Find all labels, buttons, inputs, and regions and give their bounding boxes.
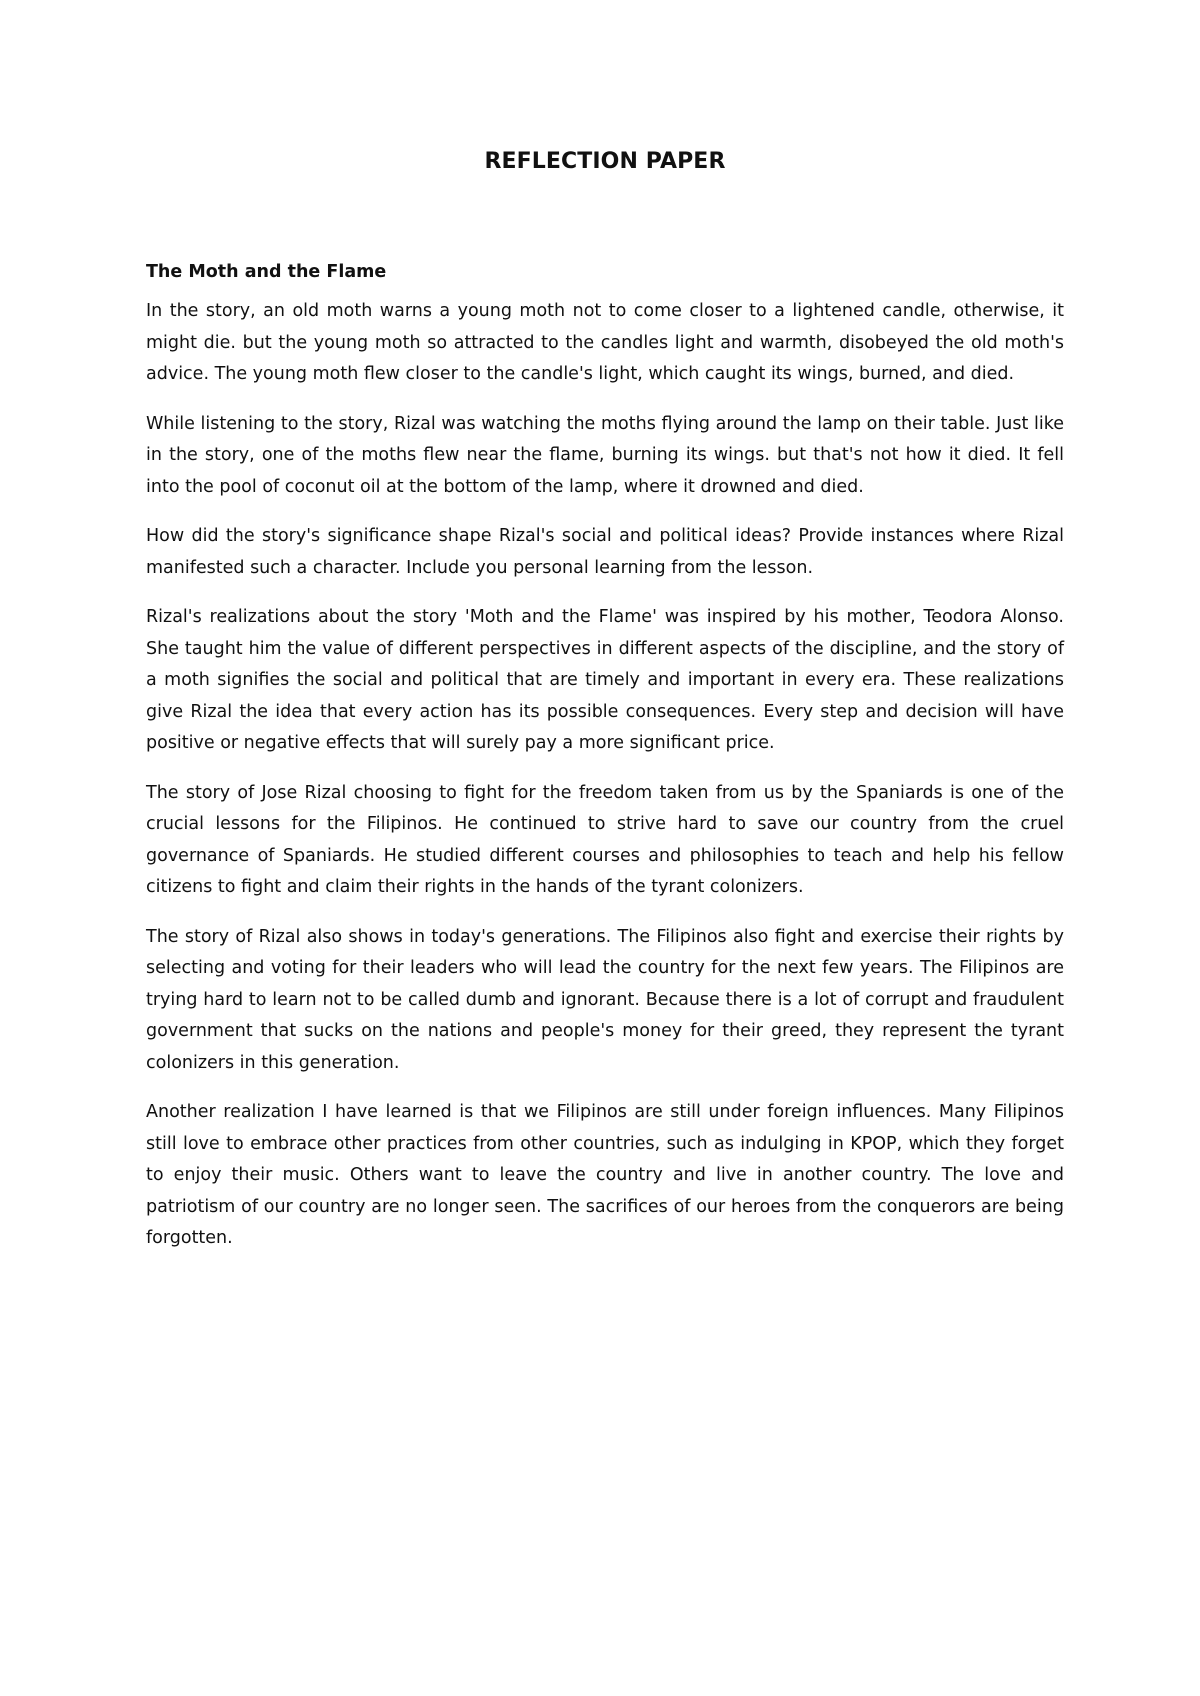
document-title: REFLECTION PAPER [484,149,726,174]
section-heading: The Moth and the Flame [146,262,387,282]
paragraph-4: Rizal's realizations about the story 'Moth and the Flame' was inspired by his mother, Teodora Alonso. She taught him the value of different perspectives in different aspects of the discipline, and the story of a moth signifies the social and political that are timely and important in every era. These realizations give Rizal the idea that every action has its possible consequences. Every step and decision will have positive or negative effects that will surely pay a more significant price. [146,607,1064,753]
paragraph-6: The story of Rizal also shows in today's generations. The Filipinos also fight and exercise their rights by selecting and voting for their leaders who will lead the country for the next few years. The Filipinos are trying hard to learn not to be called dumb and ignorant. Because there is a lot of corrupt and fraudulent government that sucks on the nations and people's money for their greed, they represent the tyrant colonizers in this generation. [146,926,1064,1073]
paragraph-2: While listening to the story, Rizal was watching the moths flying around the lamp on their table. Just like in the story, one of the moths flew near the flame, burning its wings. but that's not how it died. It fell into the pool of coconut oil at the bottom of the lamp, where it drowned and died. [146,413,1064,497]
paragraph-7: Another realization I have learned is that we Filipinos are still under foreign influences. Many Filipinos still love to embrace other practices from other countries, such as indulging in KPOP, which they forget to enjoy their music. Others want to leave the country and live in another country. The love and patriotism of our country are no longer seen. The sacrifices of our heroes from the conquerors are being forgotten. [146,1102,1064,1248]
paragraph-1: In the story, an old moth warns a young moth not to come closer to a lightened candle, otherwise, it might die. but the young moth so attracted to the candles light and warmth, disobeyed the old moth's advice. The young moth flew closer to the candle's light, which caught its wings, burned, and died. [146,301,1064,384]
paragraph-3: How did the story's significance shape Rizal's social and political ideas? Provide instances where Rizal manifested such a character. Include you personal learning from the lesson. [146,526,1064,578]
paragraph-5: The story of Jose Rizal choosing to fight for the freedom taken from us by the Spaniards is one of the crucial lessons for the Filipinos. He continued to strive hard to save our country from the cruel governance of Spaniards. He studied different courses and philosophies to teach and help his fellow citizens to fight and claim their rights in the hands of the tyrant colonizers. [146,782,1064,897]
